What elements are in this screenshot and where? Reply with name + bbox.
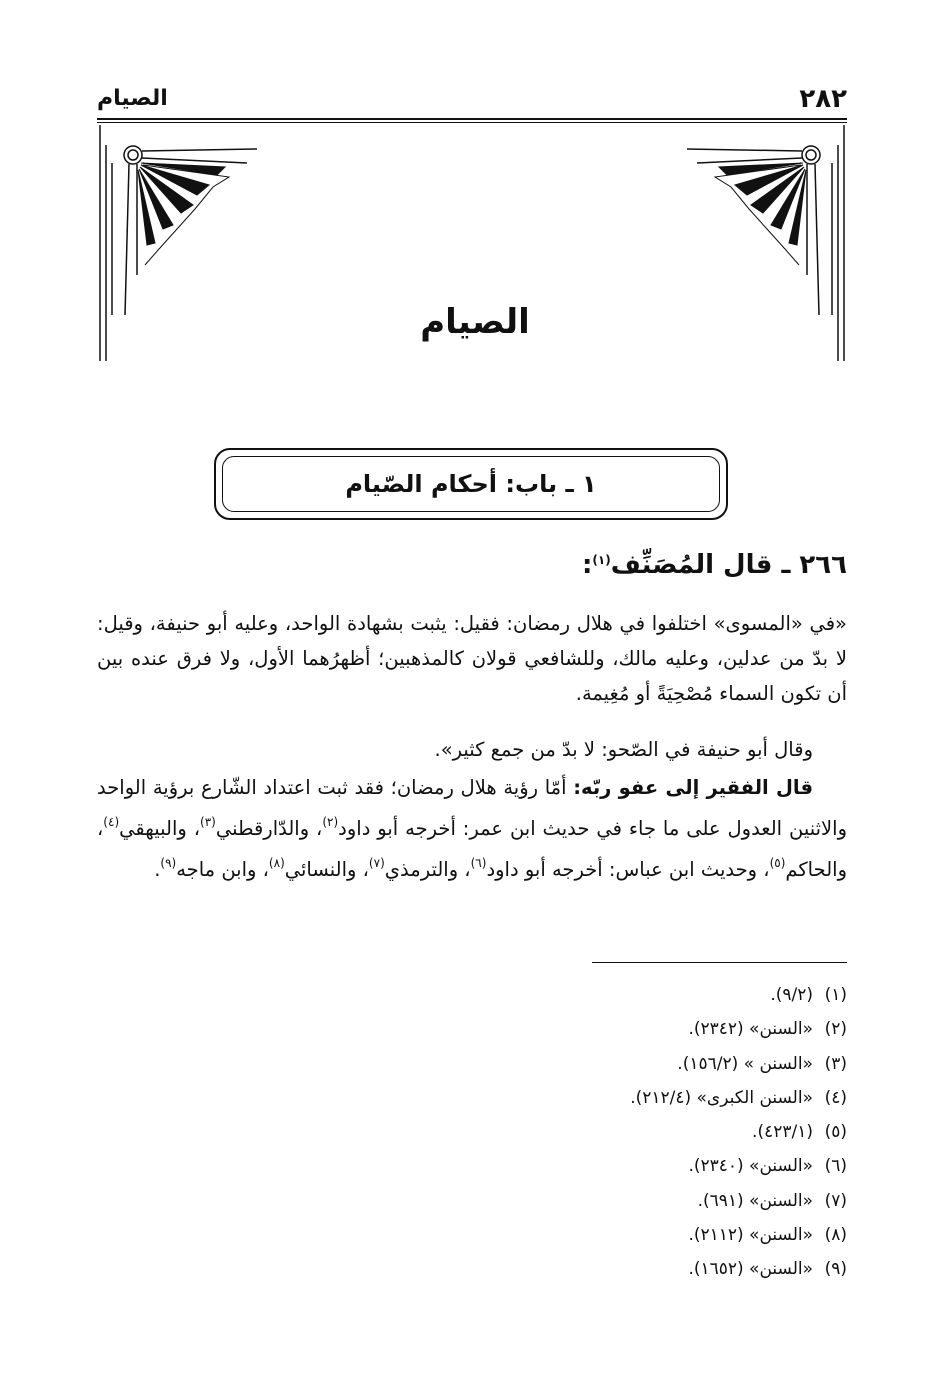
footnote-ref[interactable]: (٦) <box>470 856 487 870</box>
footnote-item <box>247 978 847 1012</box>
footnote-ref[interactable]: (٢) <box>322 815 339 829</box>
footnote-separator <box>592 962 847 963</box>
section-title: ١ ـ باب: أحكام الصّيام <box>222 456 720 512</box>
footnote-number: (٤) <box>824 1087 847 1108</box>
footnote-text: «السنن الكبرى» (٢١٢/٤). <box>630 1087 813 1108</box>
footnote-item <box>247 1012 847 1046</box>
footnote-number: (٦) <box>824 1156 847 1177</box>
footnote-text: «السنن » (١٥٦/٢). <box>677 1053 813 1074</box>
footnote-ref[interactable]: (١) <box>592 553 611 567</box>
footnote-text: (٩/٢). <box>770 985 813 1005</box>
paragraph-text: ، والبيهقي <box>119 817 200 840</box>
item-heading-text: ٢٦٦ ـ قال المُصَنِّف <box>610 550 847 580</box>
page-number: ٢٨٢ <box>799 84 847 114</box>
item-heading <box>97 550 847 580</box>
header-rule-thin <box>97 122 847 123</box>
footnote-number: (٩) <box>824 1259 847 1280</box>
footnotes <box>247 978 847 1287</box>
footnote-text: «السنن» (٢١١٢). <box>688 1225 813 1246</box>
footnote-item <box>247 1184 847 1218</box>
footnote-ref[interactable]: (٣) <box>200 815 216 829</box>
paragraph-1: «في «المسوى» اختلفوا في هلال رمضان: فقيل: يثبت بشهادة الواحد، وعليه أبو حنيفة، وقيل: لا بدّ من عدلين، وعليه مالك، وللشافعي قولان كالمذهبين؛ أظهرُهما الأول، ولا فرق عنده بين أن تكون السماء مُصْحِيَةً أو مُغِيمة. <box>97 612 847 705</box>
footnote-text: (٤٢٣/١). <box>752 1122 813 1143</box>
footnote-item <box>247 1115 847 1149</box>
paragraph-text: ، والنسائي <box>284 858 369 881</box>
footnote-number: (٨) <box>824 1225 847 1246</box>
paragraph-text: ، وابن ماجه <box>176 858 269 881</box>
footnote-number: (٢) <box>824 1019 847 1040</box>
footnote-number: (٥) <box>824 1122 847 1143</box>
chapter-title: الصيام <box>420 302 530 342</box>
footnote-item <box>247 1047 847 1081</box>
paragraph-text: ، والدّارقطني <box>215 817 323 840</box>
footnote-ref[interactable]: (٨) <box>268 856 285 870</box>
paragraph-text: . <box>154 858 161 881</box>
paragraph-text: ، والترمذي <box>384 858 471 881</box>
paragraph-lead: قال الفقير إلى عفو ربّه: <box>573 776 813 799</box>
page-header <box>97 84 847 120</box>
footnote-text: «السنن» (١٦٥٢). <box>688 1259 813 1280</box>
footnote-ref[interactable]: (٤) <box>103 815 120 829</box>
paragraph-text: ، وحديث ابن عباس: أخرجه أبو داود <box>486 858 770 881</box>
item-heading-colon: : <box>581 550 593 580</box>
paragraph-3 <box>97 770 847 887</box>
paragraph-text: أمّا رؤية هلال رمضان؛ فقد ثبت اعتداد الشّارع برؤية الواحد والاثنين العدول على ما جاء في حديث ابن عمر: أخرجه أبو داود <box>97 776 847 840</box>
paragraph-2: وقال أبو حنيفة في الصّحو: لا بدّ من جمع كثير». <box>434 738 813 761</box>
footnote-number: (١) <box>824 985 847 1005</box>
section-title-frame <box>214 448 728 520</box>
footnote-item <box>247 1081 847 1115</box>
running-title: الصيام <box>97 86 168 111</box>
footnote-ref[interactable]: (٩) <box>160 856 177 870</box>
header-rule <box>97 118 847 120</box>
footnote-item <box>247 1252 847 1286</box>
footnote-ref[interactable]: (٧) <box>368 856 385 870</box>
footnote-item <box>247 1218 847 1252</box>
footnote-number: (٧) <box>824 1190 847 1211</box>
footnote-ref[interactable]: (٥) <box>769 856 786 870</box>
paragraph-text: ، والحاكم <box>97 817 847 881</box>
footnote-text: «السنن» (٢٣٤٠). <box>688 1156 813 1177</box>
footnote-number: (٣) <box>824 1053 847 1074</box>
footnote-item <box>247 1149 847 1183</box>
footnote-text: «السنن» (٢٣٤٢). <box>688 1019 813 1040</box>
footnote-text: «السنن» (٦٩١). <box>697 1190 813 1211</box>
